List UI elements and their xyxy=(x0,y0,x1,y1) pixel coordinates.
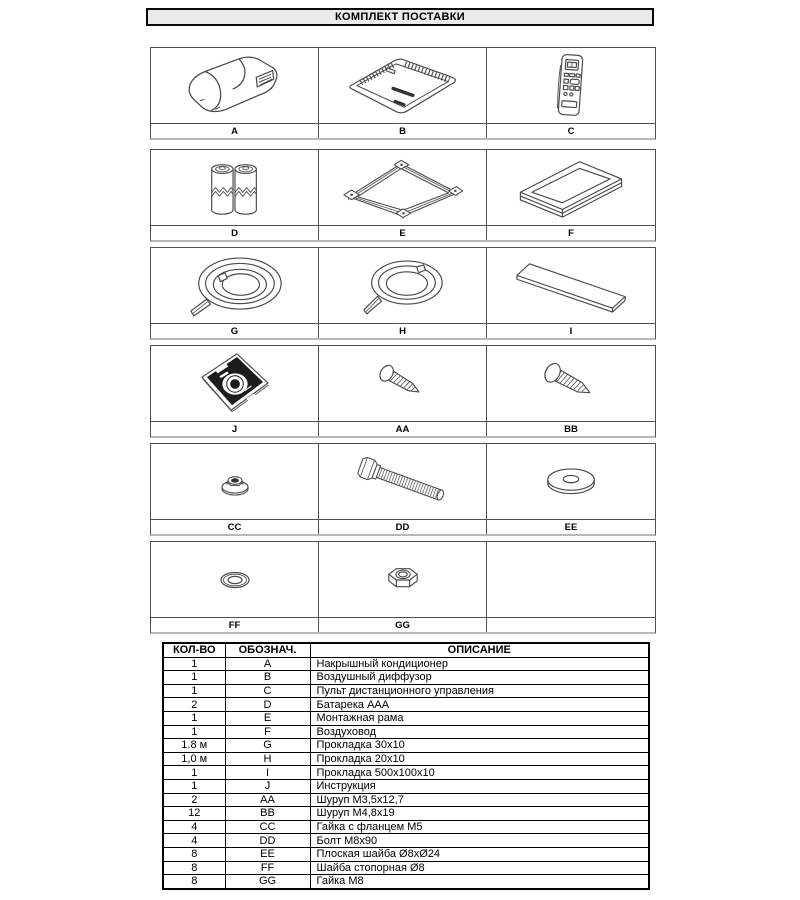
column-header: ОБОЗНАЧ. xyxy=(225,643,310,657)
part-label: DD xyxy=(319,519,487,534)
part-label: E xyxy=(319,225,487,240)
part-label: D xyxy=(151,225,319,240)
hex-nut-icon xyxy=(384,562,422,598)
page-title: КОМПЛЕКТ ПОСТАВКИ xyxy=(335,11,465,23)
qty-cell: 1 xyxy=(163,671,225,685)
description-cell: Шуруп М4,8х19 xyxy=(310,807,649,821)
qty-cell: 1.8 м xyxy=(163,739,225,753)
parts-grid-row-3 xyxy=(150,247,656,340)
air-duct-icon xyxy=(512,156,630,219)
qty-cell: 1,0 м xyxy=(163,752,225,766)
gasket-coil-wide-icon xyxy=(185,254,285,317)
description-cell: Батарека ААА xyxy=(310,698,649,712)
description-cell: Гайка М8 xyxy=(310,875,649,889)
code-cell: EE xyxy=(225,847,310,861)
code-cell: H xyxy=(225,752,310,766)
description-cell: Воздуховод xyxy=(310,725,649,739)
part-image-cell-FF xyxy=(151,542,319,617)
part-label: AA xyxy=(319,421,487,436)
code-cell: FF xyxy=(225,861,310,875)
part-label: A xyxy=(151,123,319,138)
column-header: КОЛ-ВО xyxy=(163,643,225,657)
qty-cell: 1 xyxy=(163,779,225,793)
table-row xyxy=(163,779,649,793)
part-label: FF xyxy=(151,617,319,632)
code-cell: D xyxy=(225,698,310,712)
parts-table xyxy=(162,642,650,890)
qty-cell: 8 xyxy=(163,847,225,861)
table-row xyxy=(163,698,649,712)
part-image-cell-J xyxy=(151,346,319,421)
table-row xyxy=(163,752,649,766)
table-row xyxy=(163,725,649,739)
aaa-batteries-icon xyxy=(202,156,268,219)
qty-cell: 4 xyxy=(163,834,225,848)
description-cell: Накрышный кондиционер xyxy=(310,657,649,671)
gasket-strip-icon xyxy=(512,258,630,314)
description-cell: Болт М8х90 xyxy=(310,834,649,848)
description-cell: Гайка с фланцем М5 xyxy=(310,820,649,834)
parts-grid-row-5 xyxy=(150,443,656,536)
screw-large-icon xyxy=(540,361,602,406)
flange-nut-icon xyxy=(217,468,253,496)
part-label: J xyxy=(151,421,319,436)
part-image-cell-G xyxy=(151,248,319,323)
description-cell: Монтажная рама xyxy=(310,711,649,725)
part-image-cell-H xyxy=(319,248,487,323)
part-label: G xyxy=(151,323,319,338)
gasket-coil-narrow-icon xyxy=(358,255,448,316)
parts-grid-row-2 xyxy=(150,149,656,242)
table-row xyxy=(163,684,649,698)
part-image-cell-BB xyxy=(487,346,655,421)
part-label: BB xyxy=(487,421,655,436)
part-image-cell-E xyxy=(319,150,487,225)
part-image-cell-B xyxy=(319,48,487,123)
description-cell: Прокладка 500х100х10 xyxy=(310,766,649,780)
part-label: CC xyxy=(151,519,319,534)
part-label xyxy=(487,617,655,632)
part-label: GG xyxy=(319,617,487,632)
description-cell: Воздушный диффузор xyxy=(310,671,649,685)
column-header: ОПИСАНИЕ xyxy=(310,643,649,657)
table-row xyxy=(163,834,649,848)
parts-table-body xyxy=(163,657,649,889)
table-row xyxy=(163,847,649,861)
part-label: B xyxy=(319,123,487,138)
bolt-icon xyxy=(350,455,456,508)
part-image-cell-DD xyxy=(319,444,487,519)
code-cell: C xyxy=(225,684,310,698)
table-row xyxy=(163,875,649,889)
part-label: H xyxy=(319,323,487,338)
page-title-box xyxy=(146,8,654,26)
code-cell: CC xyxy=(225,820,310,834)
table-row xyxy=(163,820,649,834)
code-cell: DD xyxy=(225,834,310,848)
table-row xyxy=(163,671,649,685)
air-diffuser-icon xyxy=(344,55,462,116)
code-cell: I xyxy=(225,766,310,780)
header-row xyxy=(163,643,649,657)
part-label: C xyxy=(487,123,655,138)
rooftop-air-conditioner-icon xyxy=(177,54,293,118)
description-cell: Пульт дистанционного управления xyxy=(310,684,649,698)
part-image-cell-C xyxy=(487,48,655,123)
flat-washer-icon xyxy=(541,465,601,498)
code-cell: G xyxy=(225,739,310,753)
part-label: EE xyxy=(487,519,655,534)
code-cell: E xyxy=(225,711,310,725)
code-cell: B xyxy=(225,671,310,685)
part-label: I xyxy=(487,323,655,338)
code-cell: A xyxy=(225,657,310,671)
qty-cell: 1 xyxy=(163,657,225,671)
code-cell: BB xyxy=(225,807,310,821)
table-row xyxy=(163,861,649,875)
table-row xyxy=(163,739,649,753)
part-label: F xyxy=(487,225,655,240)
description-cell: Инструкция xyxy=(310,779,649,793)
empty-cell xyxy=(487,542,655,617)
lock-washer-icon xyxy=(215,568,255,592)
part-image-cell-A xyxy=(151,48,319,123)
code-cell: F xyxy=(225,725,310,739)
description-cell: Прокладка 30х10 xyxy=(310,739,649,753)
screw-small-icon xyxy=(375,363,431,404)
description-cell: Плоская шайба Ø8хØ24 xyxy=(310,847,649,861)
table-row xyxy=(163,807,649,821)
table-row xyxy=(163,657,649,671)
table-row xyxy=(163,793,649,807)
part-image-cell-F xyxy=(487,150,655,225)
qty-cell: 2 xyxy=(163,698,225,712)
description-cell: Шуруп М3,5х12,7 xyxy=(310,793,649,807)
qty-cell: 2 xyxy=(163,793,225,807)
qty-cell: 4 xyxy=(163,820,225,834)
remote-control-icon xyxy=(553,52,589,119)
code-cell: J xyxy=(225,779,310,793)
table-row xyxy=(163,766,649,780)
qty-cell: 8 xyxy=(163,861,225,875)
parts-grid-row-1 xyxy=(150,47,656,140)
mounting-frame-icon xyxy=(342,156,464,220)
part-image-cell-CC xyxy=(151,444,319,519)
part-image-cell-AA xyxy=(319,346,487,421)
qty-cell: 1 xyxy=(163,684,225,698)
qty-cell: 1 xyxy=(163,711,225,725)
part-image-cell-GG xyxy=(319,542,487,617)
parts-grid-row-6 xyxy=(150,541,656,634)
part-image-cell-EE xyxy=(487,444,655,519)
part-image-cell-D xyxy=(151,150,319,225)
parts-grid-row-4 xyxy=(150,345,656,438)
qty-cell: 1 xyxy=(163,725,225,739)
qty-cell: 12 xyxy=(163,807,225,821)
parts-table-header xyxy=(163,643,649,657)
instruction-manual-icon xyxy=(196,350,274,418)
table-row xyxy=(163,711,649,725)
description-cell: Прокладка 20х10 xyxy=(310,752,649,766)
qty-cell: 1 xyxy=(163,766,225,780)
description-cell: Шайба стопорная Ø8 xyxy=(310,861,649,875)
part-image-cell-I xyxy=(487,248,655,323)
code-cell: GG xyxy=(225,875,310,889)
code-cell: AA xyxy=(225,793,310,807)
qty-cell: 8 xyxy=(163,875,225,889)
